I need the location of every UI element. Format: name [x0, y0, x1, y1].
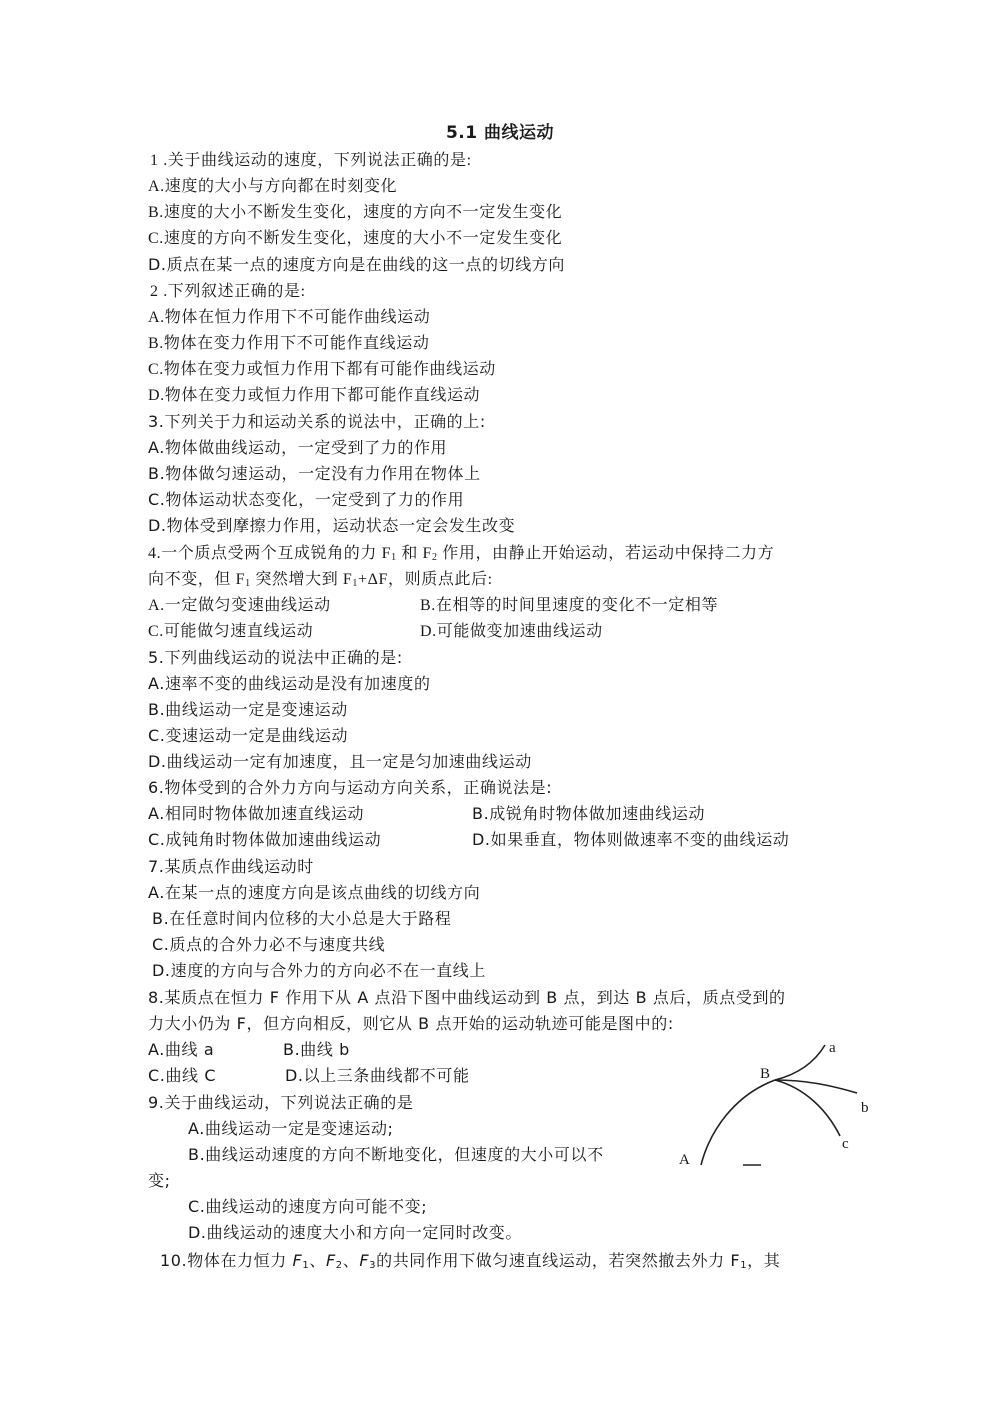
stem-text: +ΔF，则质点此后:: [358, 571, 493, 588]
subscript: 2: [335, 1260, 343, 1271]
question-8-option-d: D.以上三条曲线都不可能: [285, 1066, 470, 1085]
question-3-option-c: C.物体运动状态变化，一定受到了力的作用: [148, 490, 465, 509]
question-1-option-c: C.速度的方向不断发生变化，速度的大小不一定发生变化: [148, 230, 563, 247]
question-7-option-b: B.在任意时间内位移的大小总是大于路程: [152, 909, 452, 928]
subscript: 1: [302, 1260, 310, 1271]
force-symbol: F: [292, 1251, 303, 1270]
curve-c: [775, 1080, 840, 1136]
question-5-option-a: A.速率不变的曲线运动是没有加速度的: [148, 674, 431, 693]
question-2-stem: 2 .下列叙述正确的是:: [150, 283, 306, 300]
stem-text: 的共同作用下做匀速直线运动，若突然撤去外力 F: [376, 1251, 741, 1270]
question-6-option-b: B.成锐角时物体做加速曲线运动: [472, 804, 706, 823]
separator: 、: [342, 1251, 360, 1270]
label-point-a: A: [679, 1152, 690, 1168]
stem-text: 突然增大到 F: [250, 571, 353, 588]
question-9-option-b-continued: 变;: [148, 1171, 171, 1190]
question-4-option-c: C.可能做匀速直线运动: [148, 623, 314, 640]
question-9-option-d: D.曲线运动的速度大小和方向一定同时改变。: [188, 1223, 523, 1242]
question-5-option-b: B.曲线运动一定是变速运动: [148, 700, 348, 719]
question-5-option-c: C.变速运动一定是曲线运动: [148, 726, 349, 745]
question-5-stem: 5.下列曲线运动的说法中正确的是:: [148, 648, 403, 667]
stem-text: ，其: [747, 1251, 781, 1270]
question-8-option-c: C.曲线 C: [148, 1066, 217, 1085]
question-4-option-a: A.一定做匀变速曲线运动: [148, 597, 331, 614]
stem-text: 10.物体在力恒力: [160, 1251, 293, 1270]
question-8-option-b: B.曲线 b: [283, 1040, 350, 1059]
question-9-stem: 9.关于曲线运动，下列说法正确的是: [148, 1093, 414, 1112]
question-8-stem-line-1: 8.某质点在恒力 F 作用下从 A 点沿下图中曲线运动到 B 点，到达 B 点后，质点受到的: [148, 988, 786, 1007]
question-2-option-a: A.物体在恒力作用下不可能作曲线运动: [148, 309, 431, 326]
stem-text: 作用，由静止开始运动，若运动中保持二力方: [437, 545, 775, 562]
page-title: 5.1 曲线运动: [445, 123, 555, 143]
subscript: 1: [245, 578, 251, 589]
question-1-option-a: A.速度的大小与方向都在时刻变化: [148, 178, 398, 195]
label-point-b: B: [760, 1066, 771, 1082]
label-curve-c: c: [842, 1136, 849, 1152]
question-4-stem-line-1: [148, 543, 774, 565]
force-symbol: F: [359, 1251, 370, 1270]
question-6-option-a: A.相同时物体做加速直线运动: [148, 804, 365, 823]
subscript: 3: [369, 1260, 377, 1271]
question-7-option-d: D.速度的方向与合外力的方向必不在一直线上: [152, 961, 487, 980]
stem-text: 向不变，但 F: [148, 571, 246, 588]
separator: 、: [309, 1251, 326, 1270]
stem-text: 和 F: [396, 545, 433, 562]
question-1-option-d: D.质点在某一点的速度方向是在曲线的这一点的切线方向: [148, 255, 566, 274]
question-7-option-c: C.质点的合外力必不与速度共线: [152, 935, 386, 954]
subscript: 1: [391, 552, 397, 563]
question-8-option-a: A.曲线 a: [148, 1040, 215, 1059]
subscript: 1: [740, 1260, 748, 1271]
question-4-option-d: D.可能做变加速曲线运动: [420, 623, 603, 640]
question-1-option-b: B.速度的大小不断发生变化，速度的方向不一定发生变化: [148, 204, 563, 221]
stem-text: 4.一个质点受两个互成锐角的力 F: [148, 545, 392, 562]
question-8-stem-line-2: 力大小仍为 F，但方向相反，则它从 B 点开始的运动轨迹可能是图中的:: [148, 1014, 674, 1033]
question-4-stem-line-2: [148, 569, 493, 591]
question-7-option-a: A.在某一点的速度方向是该点曲线的切线方向: [148, 883, 481, 902]
trajectory-curves: [665, 1040, 885, 1175]
question-3-option-b: B.物体做匀速运动，一定没有力作用在物体上: [148, 464, 481, 483]
question-6-option-d: D.如果垂直，物体则做速率不变的曲线运动: [472, 830, 790, 849]
subscript: 1: [352, 578, 359, 589]
trajectory-diagram: [665, 1040, 885, 1175]
question-4-option-b: B.在相等的时间里速度的变化不一定相等: [420, 597, 719, 614]
question-6-option-c: C.成钝角时物体做加速曲线运动: [148, 830, 382, 849]
curve-b: [775, 1080, 857, 1093]
question-6-stem: 6.物体受到的合外力方向与运动方向关系，正确说法是:: [148, 778, 553, 797]
question-9-option-a: A.曲线运动一定是变速运动;: [188, 1119, 394, 1138]
subscript: 2: [432, 552, 438, 563]
question-10-stem: [160, 1250, 780, 1272]
question-3-option-a: A.物体做曲线运动，一定受到了力的作用: [148, 438, 448, 457]
question-3-stem: 3.下列关于力和运动关系的说法中，正确的上:: [148, 412, 486, 431]
question-3-option-d: D.物体受到摩擦力作用，运动状态一定会发生改变: [148, 516, 516, 535]
question-2-option-b: B.物体在变力作用下不可能作直线运动: [148, 335, 430, 352]
label-curve-b: b: [861, 1100, 869, 1116]
question-2-option-c: C.物体在变力或恒力作用下都有可能作曲线运动: [148, 361, 496, 378]
question-7-stem: 7.某质点作曲线运动时: [148, 857, 314, 876]
curve-a-to-b: [701, 1080, 775, 1165]
label-curve-a: a: [829, 1040, 836, 1056]
question-9-option-b: B.曲线运动速度的方向不断地变化，但速度的大小可以不: [188, 1145, 604, 1164]
question-9-option-c: C.曲线运动的速度方向可能不变;: [188, 1197, 428, 1216]
question-1-stem: 1 .关于曲线运动的速度，下列说法正确的是:: [150, 152, 472, 169]
force-symbol: F: [325, 1251, 336, 1270]
curve-a: [775, 1045, 825, 1080]
question-2-option-d: D.物体在变力或恒力作用下都可能作直线运动: [148, 387, 481, 404]
question-5-option-d: D.曲线运动一定有加速度，且一定是匀加速曲线运动: [148, 752, 532, 771]
